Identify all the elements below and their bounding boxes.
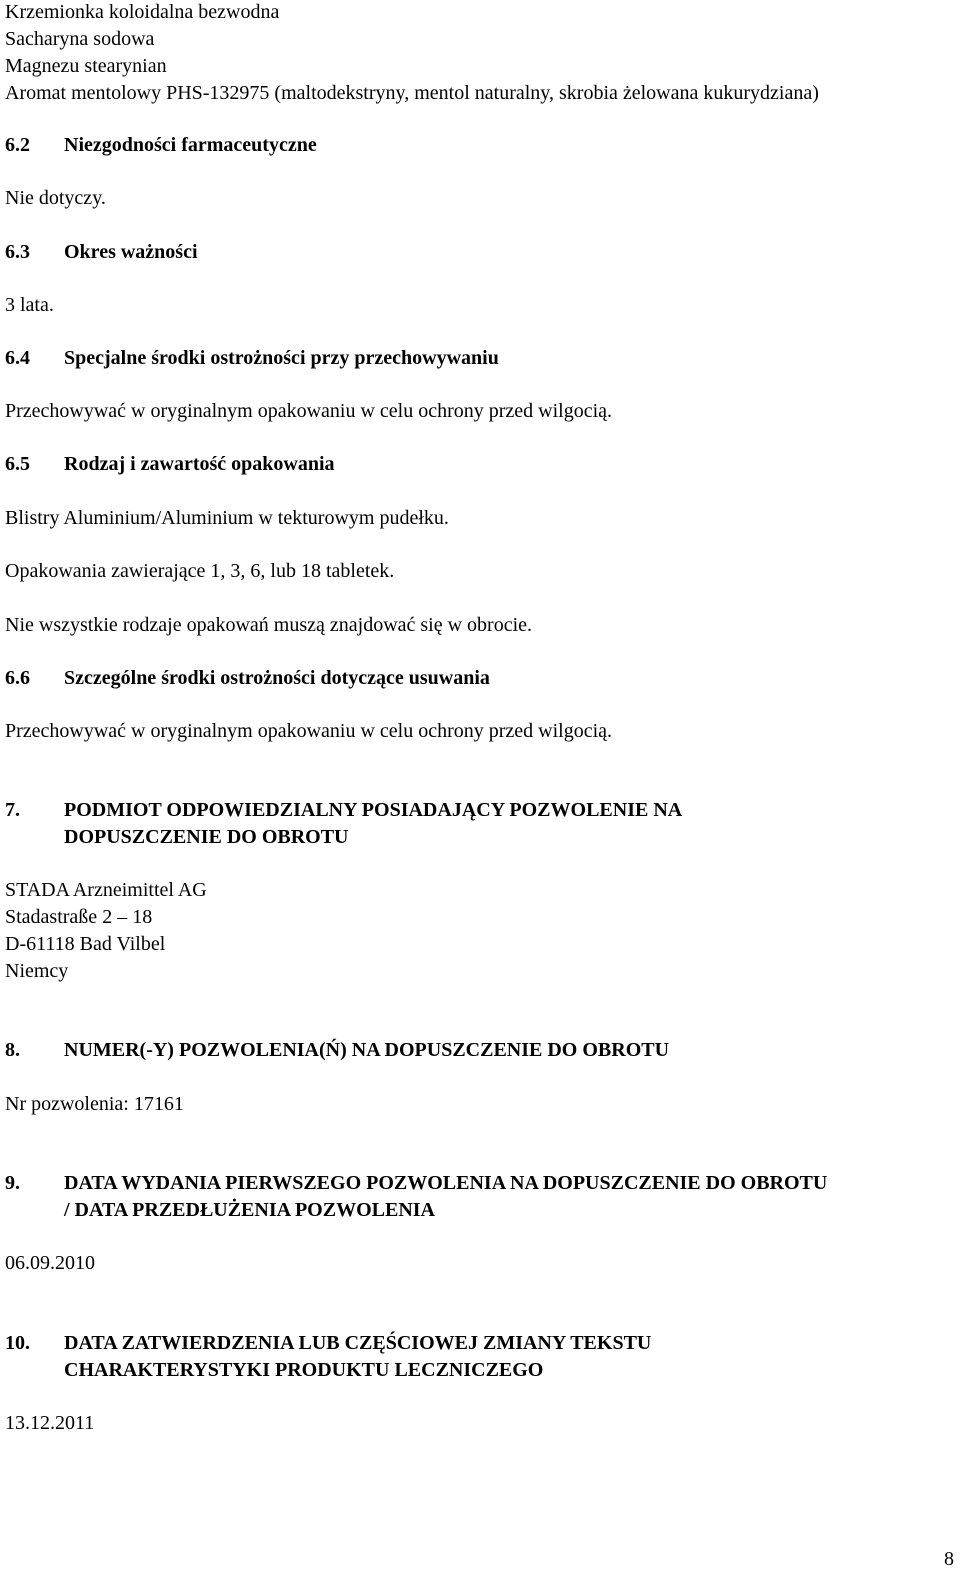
section-6-3-heading: 6.3 Okres ważności (5, 241, 198, 263)
section-6-5-line: Nie wszystkie rodzaje opakowań muszą znajdować się w obrocie. (5, 614, 533, 636)
section-10-text: 13.12.2011 (5, 1412, 95, 1434)
section-6-6-text: Przechowywać w oryginalnym opakowaniu w celu ochrony przed wilgocią. (5, 720, 613, 742)
excipient-item: Magnezu stearynian (5, 55, 167, 77)
address-line: D-61118 Bad Vilbel (5, 933, 166, 955)
address-line: Stadastraße 2 – 18 (5, 906, 153, 928)
section-10-heading: 10. DATA ZATWIERDZENIA LUB CZĘŚCIOWEJ ZMIANY TEKSTU CHARAKTERYSTYKI PRODUKTU LECZNICZEGO (5, 1332, 652, 1381)
section-9-heading: 9. DATA WYDANIA PIERWSZEGO POZWOLENIA NA DOPUSZCZENIE DO OBROTU / DATA PRZEDŁUŻENIA POZWOLENIA (5, 1172, 828, 1221)
page-number: 8 (944, 1548, 954, 1570)
section-6-4-heading: 6.4 Specjalne środki ostrożności przy przechowywaniu (5, 347, 499, 369)
section-6-3-text: 3 lata. (5, 294, 54, 316)
section-6-5-line: Opakowania zawierające 1, 3, 6, lub 18 tabletek. (5, 560, 395, 582)
excipient-item: Krzemionka koloidalna bezwodna (5, 1, 280, 23)
section-6-5-heading: 6.5 Rodzaj i zawartość opakowania (5, 453, 335, 475)
section-8-heading: 8. NUMER(-Y) POZWOLENIA(Ń) NA DOPUSZCZENIE DO OBROTU (5, 1039, 670, 1061)
section-6-2-heading: 6.2 Niezgodności farmaceutyczne (5, 134, 317, 156)
excipients-list (5, 0, 955, 107)
section-6-5-line: Blistry Aluminium/Aluminium w tekturowym pudełku. (5, 507, 449, 529)
section-8-text: Nr pozwolenia: 17161 (5, 1093, 184, 1115)
address-line: Niemcy (5, 960, 69, 982)
section-6-6-heading: 6.6 Szczególne środki ostrożności dotyczące usuwania (5, 667, 490, 689)
excipient-item: Sacharyna sodowa (5, 28, 155, 50)
section-9-text: 06.09.2010 (5, 1252, 95, 1274)
section-7-heading: 7. PODMIOT ODPOWIEDZIALNY POSIADAJĄCY POZWOLENIE NA DOPUSZCZENIE DO OBROTU (5, 799, 683, 848)
excipient-item: Aromat mentolowy PHS-132975 (maltodekstryny, mentol naturalny, skrobia żelowana kukurydziana) (5, 82, 819, 104)
address-line: STADA Arzneimittel AG (5, 879, 207, 901)
section-7-address (5, 877, 955, 985)
section-6-4-text: Przechowywać w oryginalnym opakowaniu w celu ochrony przed wilgocią. (5, 400, 613, 422)
document-page (5, 0, 960, 1572)
section-6-2-text: Nie dotyczy. (5, 187, 106, 209)
